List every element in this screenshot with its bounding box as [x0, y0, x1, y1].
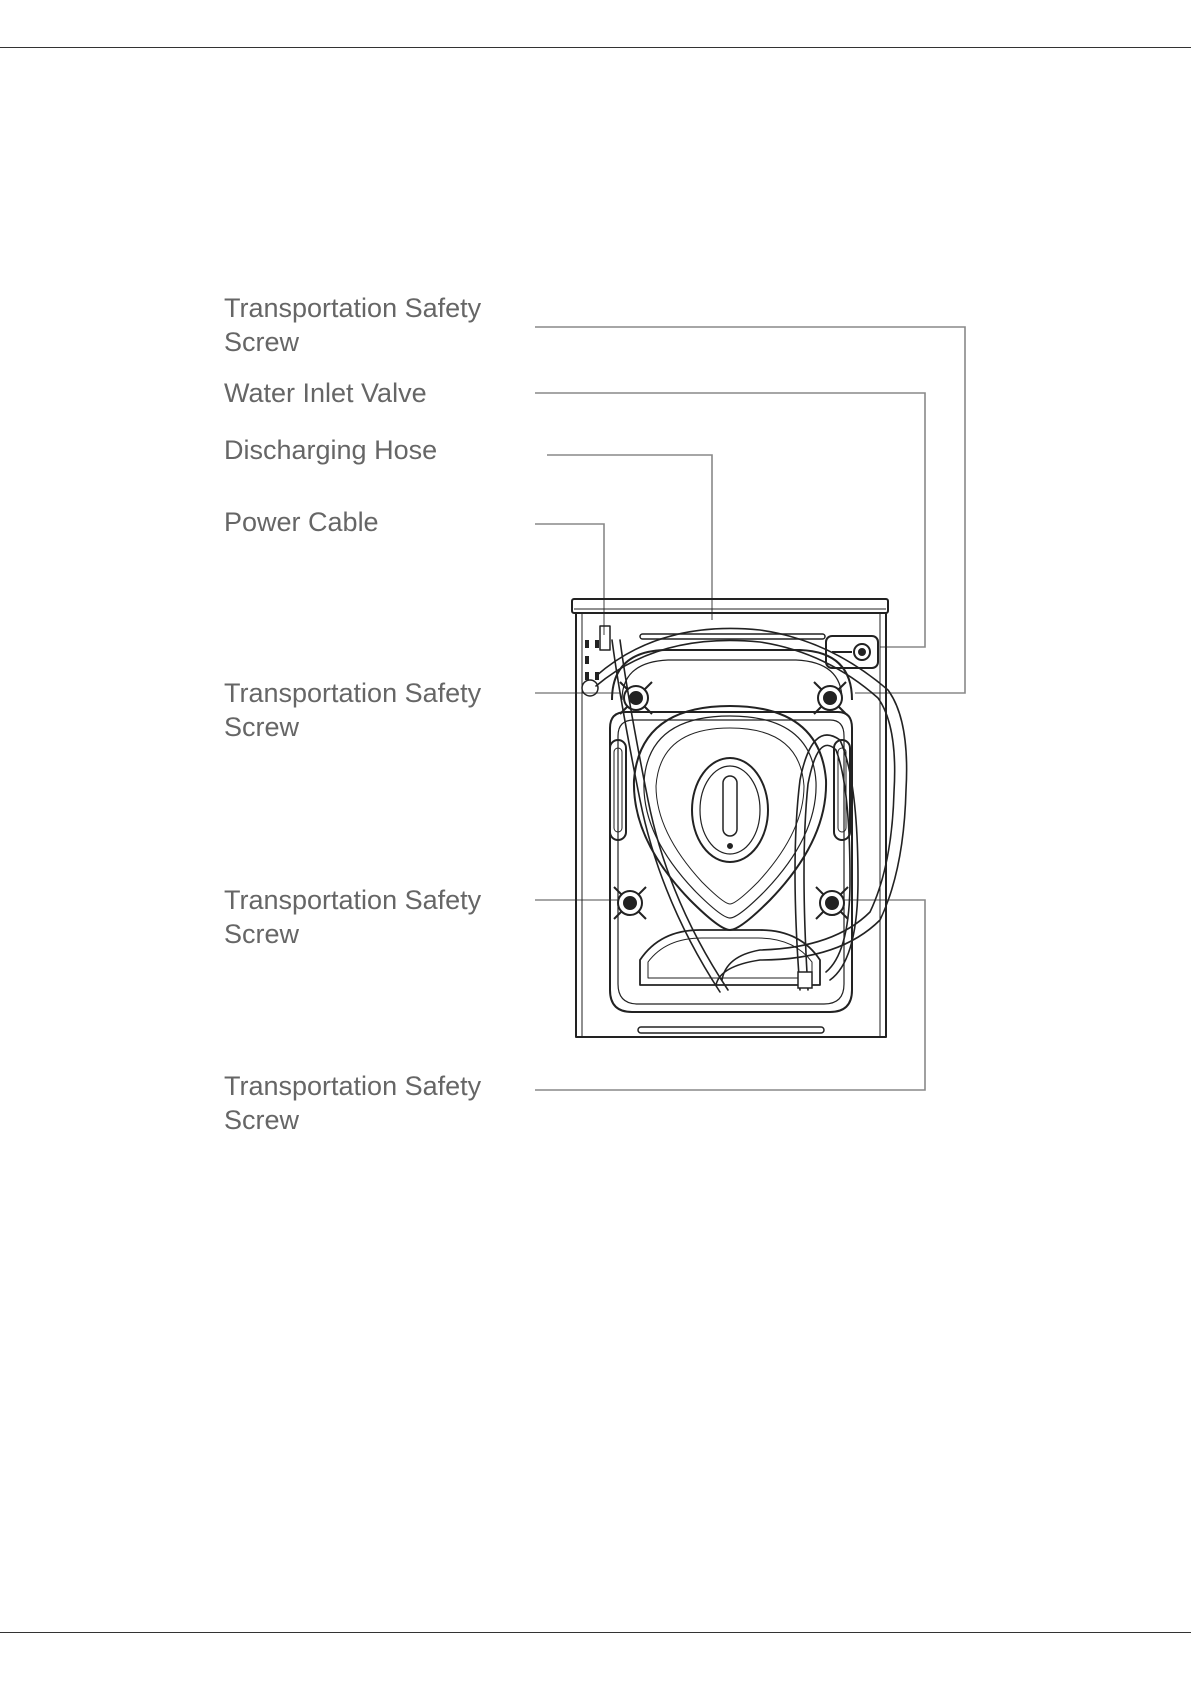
leader-discharging-hose [547, 455, 712, 620]
label-screw-lower-left: Transportation Safety Screw [224, 885, 482, 949]
screw-lower-right [816, 887, 848, 919]
screw-lower-left [614, 887, 646, 919]
screw-upper-left [620, 682, 652, 714]
label-screw-top-right: Transportation Safety Screw [224, 293, 482, 357]
leader-power-cable [535, 524, 604, 635]
screw-upper-right [814, 682, 846, 714]
label-water-inlet-valve: Water Inlet Valve [224, 378, 427, 408]
safety-screws [614, 682, 848, 919]
hoses-and-cable [596, 628, 907, 992]
discharging-hose [596, 628, 907, 985]
machine-body [572, 599, 888, 1037]
label-discharging-hose: Discharging Hose [224, 435, 438, 465]
label-screw-upper-left: Transportation Safety Screw [224, 678, 482, 742]
leader-lines [535, 327, 965, 1090]
label-power-cable: Power Cable [224, 507, 379, 537]
leader-screw-lower-right [535, 900, 925, 1090]
label-screw-lower-right: Transportation Safety Screw [224, 1071, 482, 1135]
